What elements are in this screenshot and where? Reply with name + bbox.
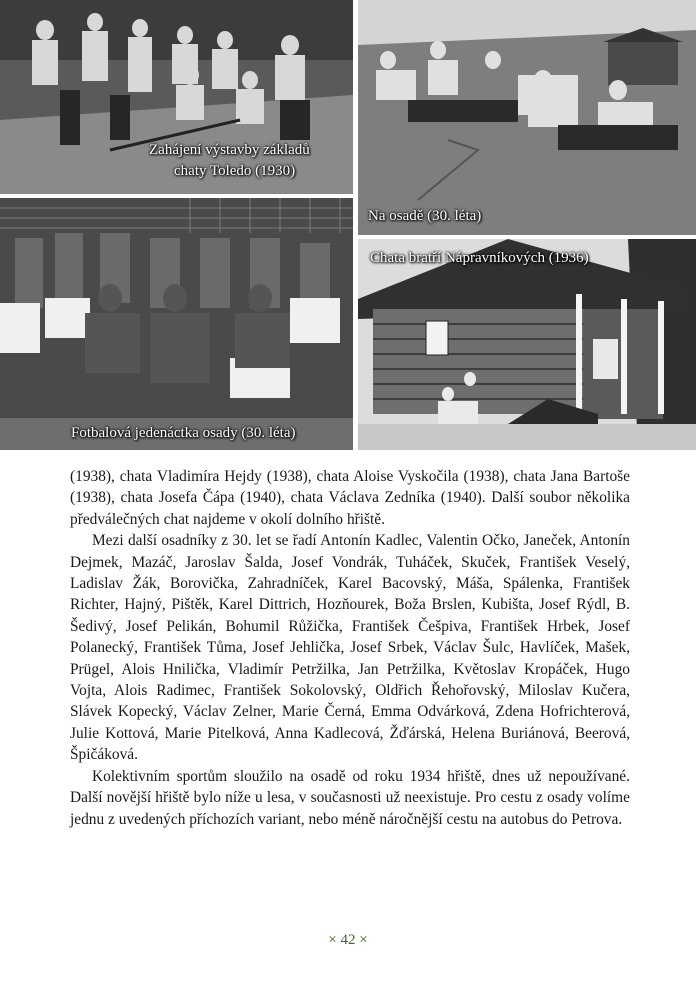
photo-caption-cabin: Chata bratří Nápravníkových (1936): [370, 250, 589, 266]
paragraph-osadnici: Mezi další osadníky z 30. let se řadí Antonín Kadlec, Valentin Očko, Janeček, Antonín Dejmek, Mazáč, Jaroslav Šalda, Josef Vondrák, Tuháček, Skuček, František Veselý, Ladislav Žák, Borovička, Zahradníček, Karel Bacovský, Máša, Spálenka, František Richter, Hajný, Pištěk, Karel Dittrich, Hozňourek, Boža Brslen, Kubišta, Josef Rýdl, B. Šedivý, Josef Pelikán, Bohumil Růžička, František Češpiva, František Hrbek, Josef Polanecký, František Tůma, Josef Jehlička, Josef Srbek, Václav Šulc, Havlíček, Mašek, Prügel, Alois Hnilička, Vladimír Petržilka, Jan Petržilka, Květoslav Kropáček, Hugo Vojta, Alois Radimec, František Sokolovský, Oldřich Řehořovský, Miloslav Kučera, Slávek Kopecký, Václav Zelner, Marie Černá, Emma Odvárková, Zdena Hofrichterová, Julie Kottová, Marie Pitelková, Anna Kadlecová, Žďárská, Helena Buriánová, Beerová, Špičáková.: [70, 532, 630, 764]
photo-football-team: [0, 198, 353, 450]
photo-caption-construction-2: chaty Toledo (1930): [174, 163, 296, 179]
photo-cabin-image: [358, 239, 696, 450]
photo-settlement: [358, 0, 696, 235]
photo-settlement-image: [358, 0, 696, 235]
page-number: × 42 ×: [328, 932, 368, 948]
photo-construction: [0, 0, 353, 194]
photo-football-team-image: [0, 198, 353, 450]
photo-caption-settlement: Na osadě (30. léta): [368, 208, 482, 224]
photo-caption-football: Fotbalová jedenáctka osady (30. léta): [71, 425, 296, 441]
paragraph-chaty: (1938), chata Vladimíra Hejdy (1938), chata Aloise Vyskočila (1938), chata Jana Bartoše (1938), chata Josefa Čápa (1940), chata Václava Zedníka (1940). Další soubor několika předválečných chat najdeme v okolí dolního hřiště.: [70, 468, 630, 528]
photo-caption-construction-1: Zahájení výstavby základů: [149, 142, 310, 158]
paragraph-hriste: Kolektivním sportům sloužilo na osadě od roku 1934 hřiště, dnes už nepoužívané. Další novější hřiště bylo níže u lesa, v současnosti už neexistuje. Pro cestu z osady volíme jednu z uvedených příchozích variant, nebo méně náročnější cestu na autobus do Petrova.: [70, 767, 630, 828]
body-text: [70, 466, 630, 830]
photo-cabin: [358, 239, 696, 450]
